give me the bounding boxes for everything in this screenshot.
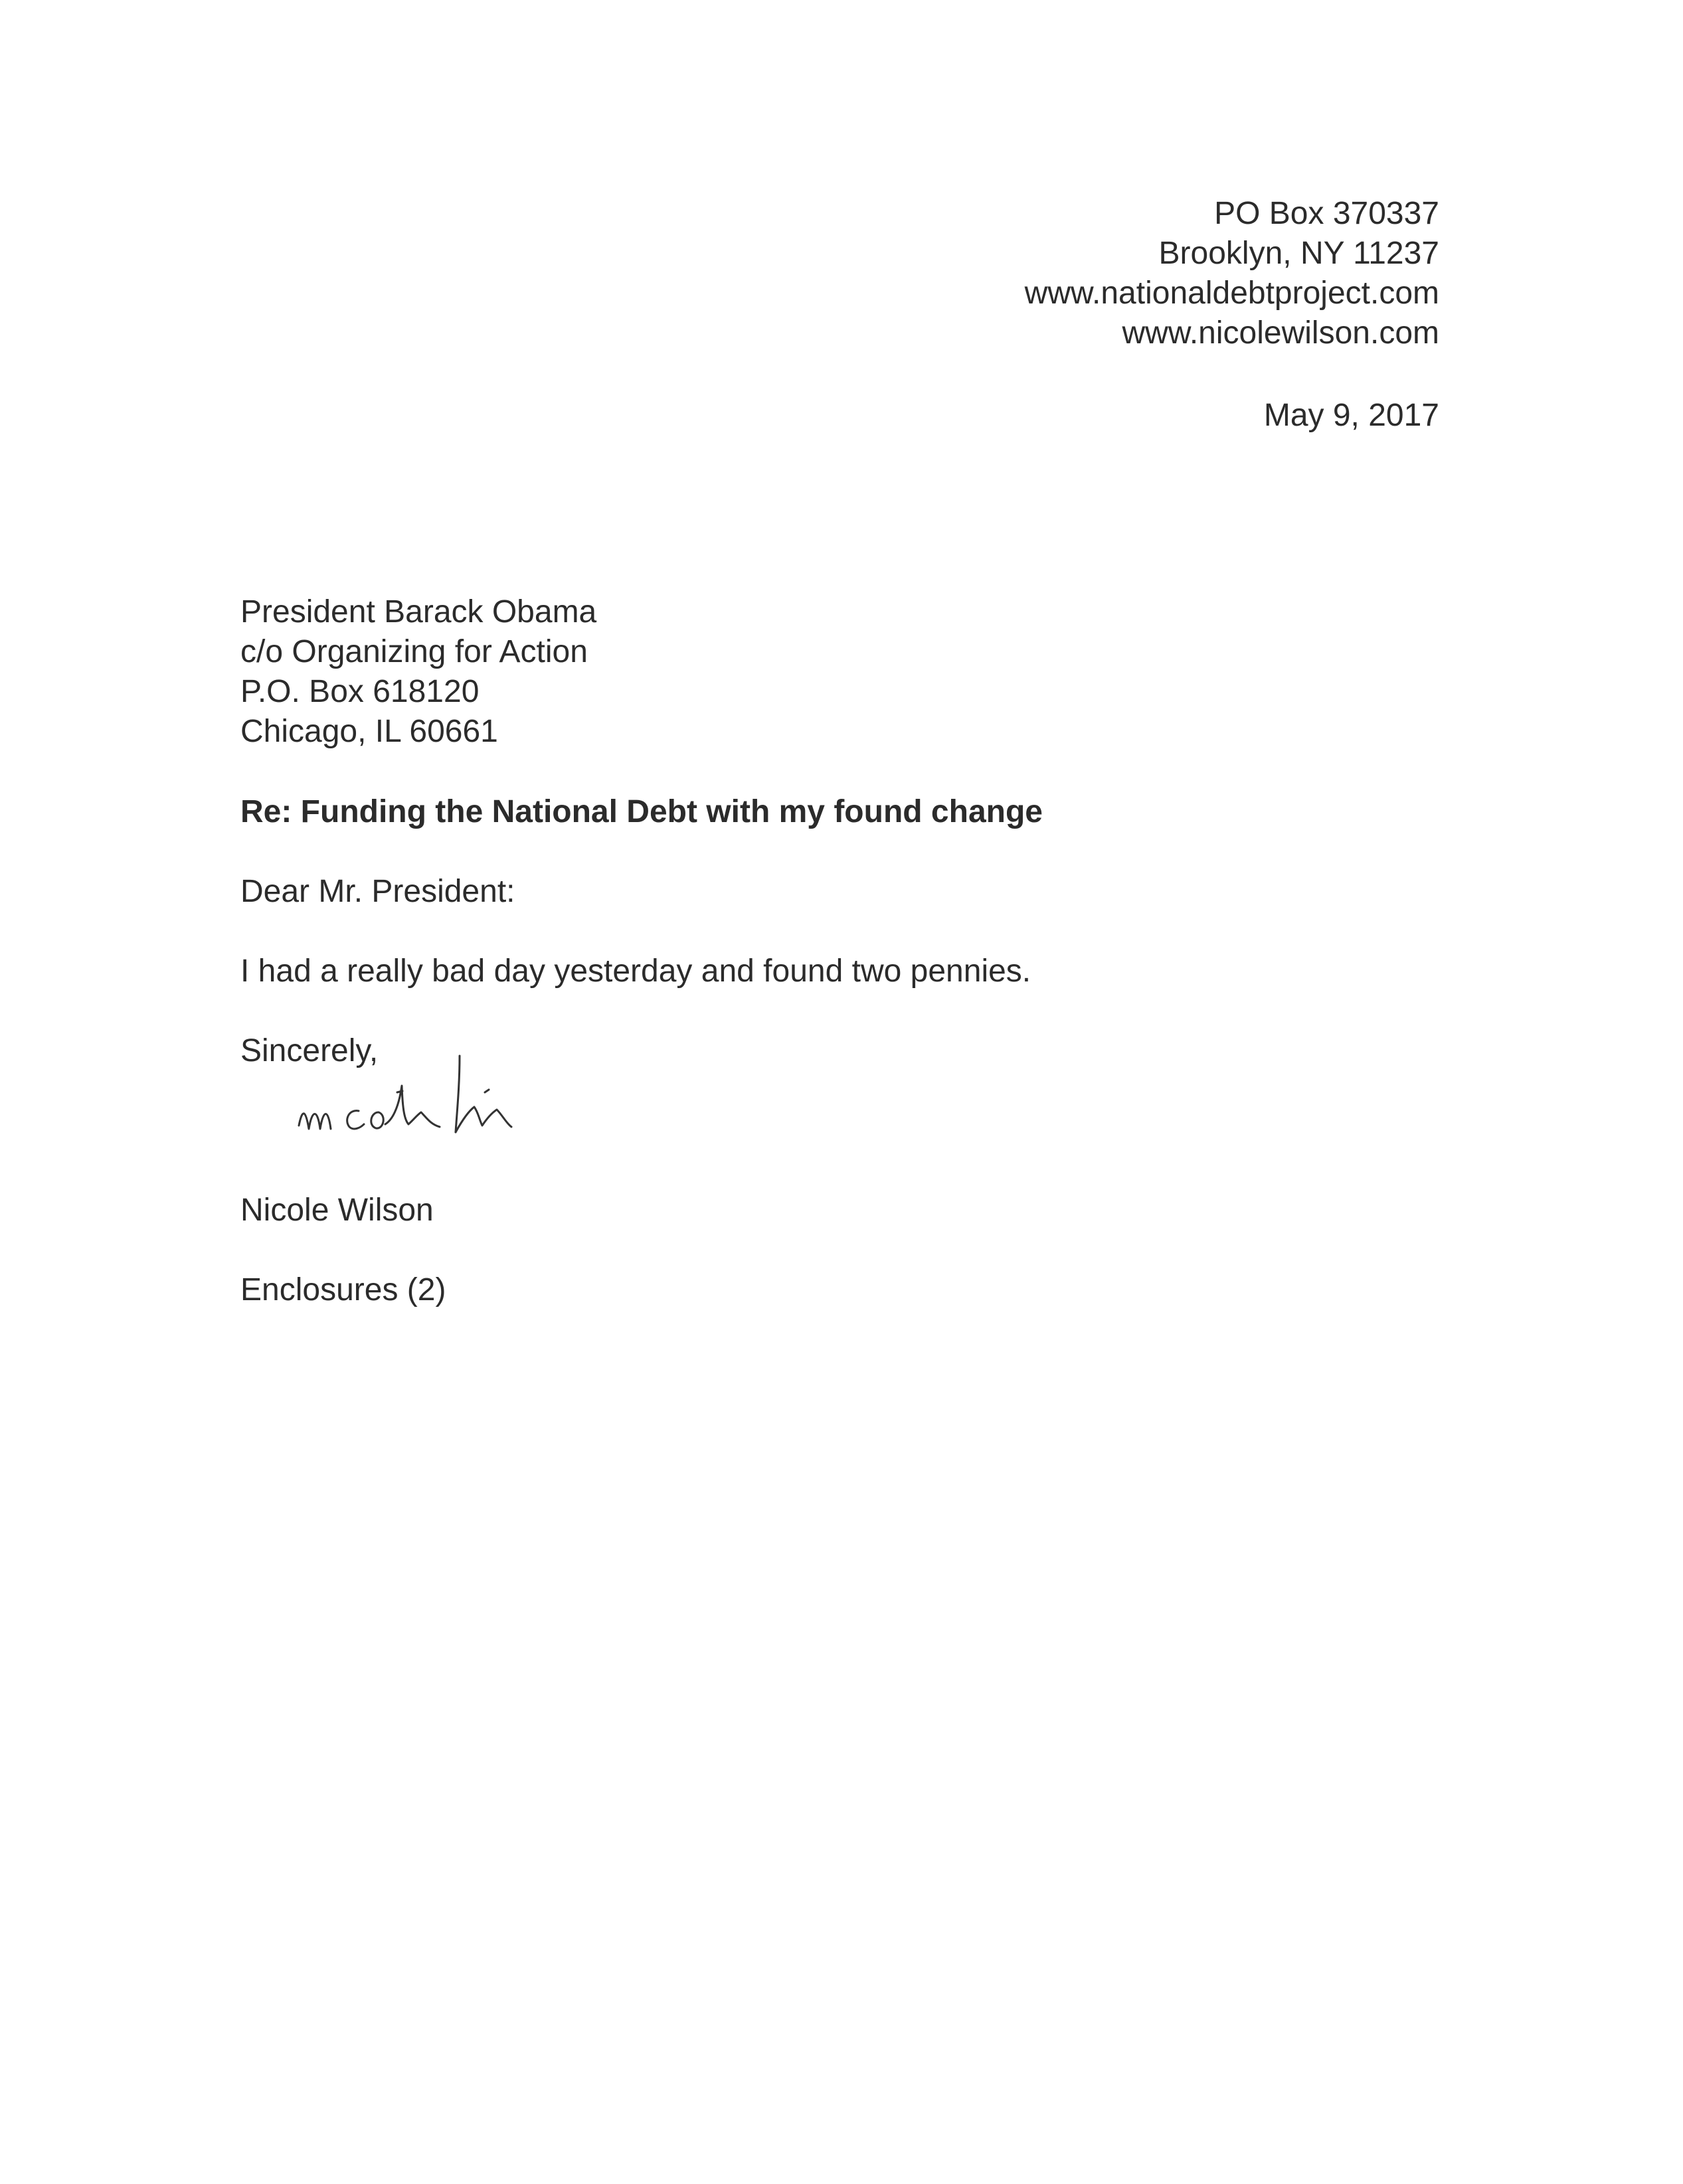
recipient-address-block bbox=[240, 592, 596, 752]
letter-body: I had a really bad day yesterday and found two pennies. bbox=[240, 954, 1031, 989]
letter-subject: Re: Funding the National Debt with my found change bbox=[240, 794, 1043, 829]
recipient-care-of: c/o Organizing for Action bbox=[240, 634, 588, 669]
sender-website-national-debt: www.nationaldebtproject.com bbox=[1024, 276, 1439, 311]
sender-city-state: Brooklyn, NY 11237 bbox=[1158, 236, 1439, 271]
letter-closing: Sincerely, bbox=[240, 1033, 379, 1068]
sender-website-personal: www.nicolewilson.com bbox=[1122, 315, 1439, 351]
recipient-name: President Barack Obama bbox=[240, 594, 597, 630]
recipient-po-box: P.O. Box 618120 bbox=[240, 674, 480, 709]
handwritten-signature bbox=[286, 1046, 684, 1165]
enclosures-note: Enclosures (2) bbox=[240, 1272, 446, 1307]
sender-address-block bbox=[1025, 194, 1439, 353]
letter-date: May 9, 2017 bbox=[1263, 398, 1439, 433]
sender-po-box: PO Box 370337 bbox=[1214, 196, 1439, 231]
letter-salutation: Dear Mr. President: bbox=[240, 874, 515, 909]
recipient-city-state: Chicago, IL 60661 bbox=[240, 714, 498, 749]
signer-name: Nicole Wilson bbox=[240, 1193, 434, 1228]
